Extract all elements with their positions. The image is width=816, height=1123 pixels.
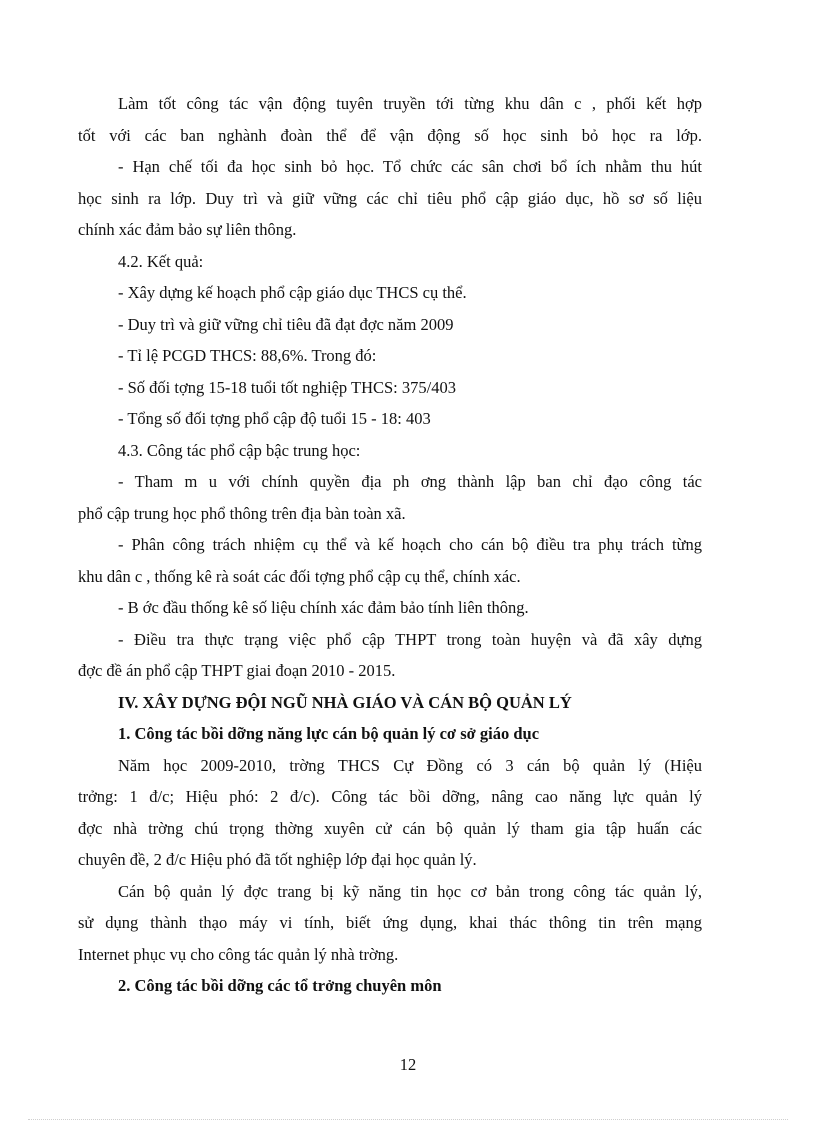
paragraph-line: đợc nhà trờng chú trọng thờng xuyên cử cán bộ quản lý tham gia tập huấn các (78, 818, 702, 838)
paragraph-line: học sinh ra lớp. Duy trì và giữ vững các chỉ tiêu phổ cập giáo dục, hồ sơ số liệu (78, 188, 702, 208)
chapter-heading: IV. XÂY DỰNG ĐỘI NGŨ NHÀ GIÁO VÀ CÁN BỘ QUẢN LÝ (118, 692, 572, 712)
paragraph-line: trởng: 1 đ/c; Hiệu phó: 2 đ/c). Công tác bồi dỡng, nâng cao năng lực quản lý (78, 787, 702, 806)
document-body (78, 88, 702, 1002)
list-item: - Số đối tợng 15-18 tuổi tốt nghiệp THCS: 375/403 (118, 377, 456, 397)
section-heading-4-3: 4.3. Công tác phổ cập bậc trung học: (118, 440, 361, 460)
paragraph-line: - Hạn chế tối đa học sinh bỏ học. Tổ chức các sân chơi bổ ích nhằm thu hút (118, 157, 702, 176)
list-item: - Tỉ lệ PCGD THCS: 88,6%. Trong đó: (118, 346, 377, 365)
paragraph-line: sử dụng thành thạo máy vi tính, biết ứng dụng, khai thác thông tin trên mạng (78, 913, 702, 932)
list-item: - Tổng số đối tợng phổ cập độ tuổi 15 - 18: 403 (118, 409, 431, 428)
list-item: - Xây dựng kế hoạch phổ cập giáo dục THCS cụ thể. (118, 283, 467, 302)
paragraph-line: chính xác đảm bảo sự liên thông. (78, 220, 297, 239)
paragraph-line: Năm học 2009-2010, trờng THCS Cự Đồng có 3 cán bộ quản lý (Hiệu (118, 755, 702, 775)
paragraph-line: chuyên đề, 2 đ/c Hiệu phó đã tốt nghiệp lớp đại học quản lý. (78, 850, 477, 869)
paragraph-line: tốt với các ban nghành đoàn thể để vận động số học sinh bỏ học ra lớp. (78, 125, 702, 145)
paragraph-line: Internet phục vụ cho công tác quản lý nhà trờng. (78, 944, 399, 964)
section-heading-4-2: 4.2. Kết quả: (118, 251, 204, 271)
paragraph-line: khu dân c , thống kê rà soát các đối tợng phổ cập cụ thể, chính xác. (78, 566, 521, 586)
paragraph-line: - Phân công trách nhiệm cụ thể và kế hoạch cho cán bộ điều tra phụ trách từng (118, 535, 702, 554)
paragraph-line: phổ cập trung học phổ thông trên địa bàn toàn xã. (78, 503, 406, 523)
paragraph-line: - B ớc đầu thống kê số liệu chính xác đảm bảo tính liên thông. (118, 598, 529, 617)
subsection-heading: 2. Công tác bồi dỡng các tổ trởng chuyên môn (118, 976, 442, 995)
paragraph-line: Cán bộ quản lý đợc trang bị kỹ năng tin học cơ bản trong công tác quản lý, (118, 881, 702, 901)
page-bottom-divider (28, 1119, 788, 1120)
paragraph-line: - Tham m u với chính quyền địa ph ơng thành lập ban chỉ đạo công tác (118, 472, 702, 491)
subsection-heading: 1. Công tác bồi dỡng năng lực cán bộ quản lý cơ sở giáo dục (118, 724, 540, 743)
paragraph-line: đợc đề án phổ cập THPT giai đoạn 2010 - 2015. (78, 661, 396, 680)
paragraph-line: - Điều tra thực trạng việc phổ cập THPT trong toàn huyện và đã xây dựng (118, 629, 702, 649)
list-item: - Duy trì và giữ vững chỉ tiêu đã đạt đợc năm 2009 (118, 314, 454, 334)
page-number: 12 (399, 1055, 417, 1074)
paragraph-line: Làm tốt công tác vận động tuyên truyền tới từng khu dân c , phối kết hợp (118, 94, 702, 113)
